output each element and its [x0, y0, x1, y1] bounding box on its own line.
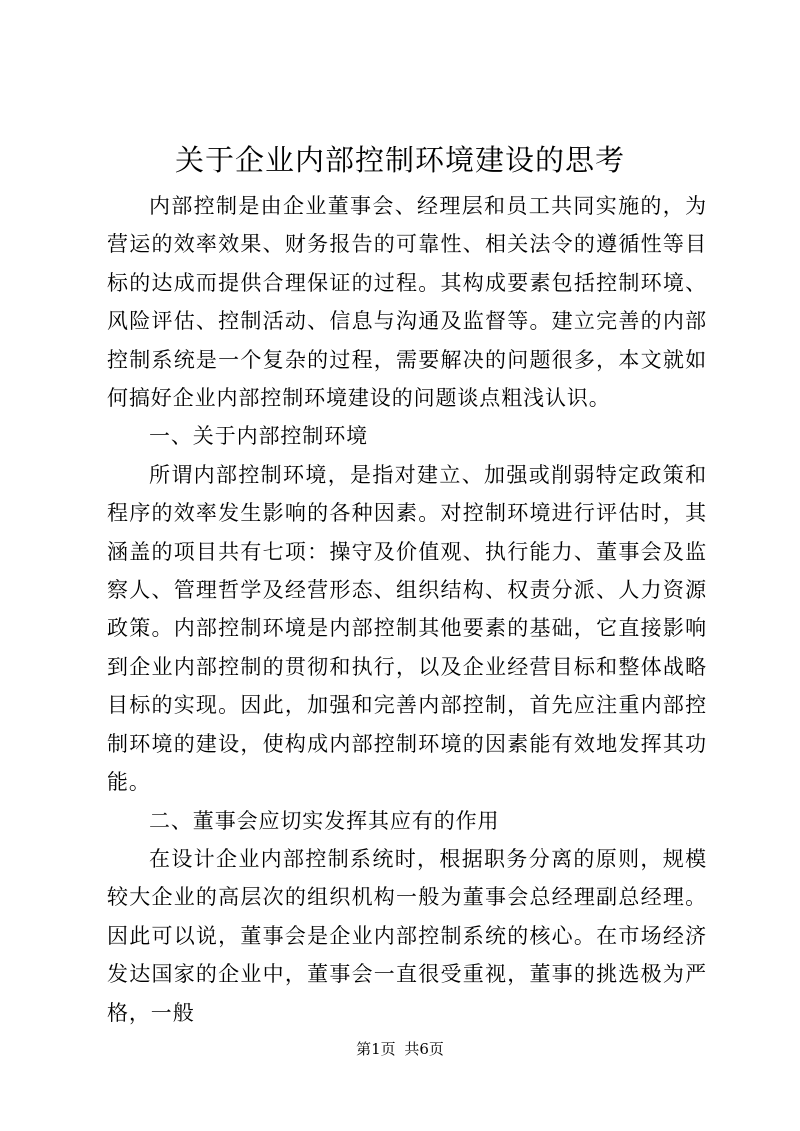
page-footer: [0, 1039, 800, 1059]
page-total: 共6页: [404, 1040, 444, 1058]
section-heading-2: 二、董事会应切实发挥其应有的作用: [149, 808, 500, 833]
paragraph-intro: 内部控制是由企业董事会、经理层和员工共同实施的，为营运的效率效果、财务报告的可靠性、相关法令的遵循性等目标的达成而提供合理保证的过程。其构成要素包括控制环境、风险评估、控制活动、信息与沟通及监督等。建立完善的内部控制系统是一个复杂的过程，需要解决的问题很多，本文就如何搞好企业内部控制环境建设的问题谈点粗浅认识。: [107, 194, 707, 411]
document-title: 关于企业内部控制环境建设的思考: [174, 143, 625, 177]
paragraph-board-role: 在设计企业内部控制系统时，根据职务分离的原则，规模较大企业的高层次的组织机构一般为董事会总经理副总经理。因此可以说，董事会是企业内部控制系统的核心。在市场经济发达国家的企业中，董事会一直很受重视，董事的挑选极为严格，一般: [107, 846, 707, 1025]
section-heading-1: 一、关于内部控制环境: [149, 424, 368, 449]
document-body: [107, 187, 707, 1032]
page-number: 第1页: [356, 1040, 396, 1058]
paragraph-control-environment: 所谓内部控制环境，是指对建立、加强或削弱特定政策和程序的效率发生影响的各种因素。对控制环境进行评估时，其涵盖的项目共有七项：操守及价值观、执行能力、董事会及监察人、管理哲学及经营形态、组织结构、权责分派、人力资源政策。内部控制环境是内部控制其他要素的基础，它直接影响到企业内部控制的贯彻和执行，以及企业经营目标和整体战略目标的实现。因此，加强和完善内部控制，首先应注重内部控制环境的建设，使构成内部控制环境的因素能有效地发挥其功能。: [107, 462, 707, 795]
